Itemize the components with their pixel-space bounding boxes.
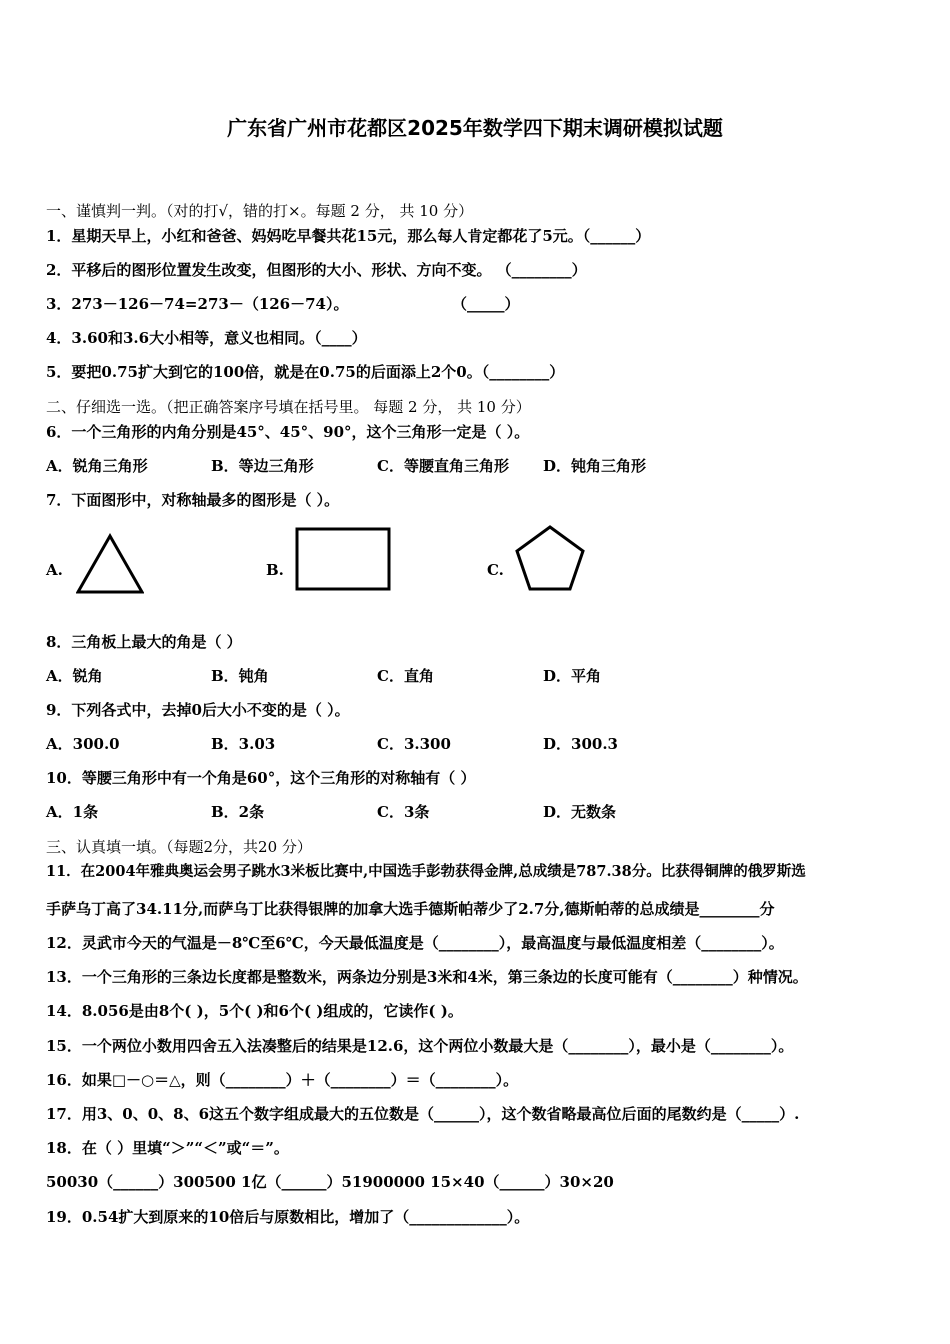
q10-option-d: D．无数条: [543, 803, 617, 821]
question-1: 1．星期天早上，小红和爸爸、妈妈吃早餐共花15元，那么每人肯定都花了5元。（______）: [46, 227, 651, 245]
question-8: 8．三角板上最大的角是（ ）: [46, 633, 242, 651]
q6-option-b: B．等边三角形: [211, 457, 314, 475]
section3-header: 三、认真填一填。（每题2分，共20 分）: [46, 838, 312, 856]
q6-option-a: A．锐角三角形: [46, 457, 148, 475]
q8-option-c: C．直角: [377, 667, 434, 685]
question-18-items: 50030（______）300500 1亿（______）51900000 15×40（______）30×20: [46, 1173, 614, 1191]
question-5: 5．要把0.75扩大到它的100倍，就是在0.75的后面添上2个0。（________）: [46, 363, 565, 381]
q10-option-c: C．3条: [377, 803, 430, 821]
question-10: 10．等腰三角形中有一个角是60°，这个三角形的对称轴有（ ）: [46, 769, 476, 787]
question-15: 15．一个两位小数用四舍五入法凑整后的结果是12.6，这个两位小数最大是（________），最小是（________）。: [46, 1037, 794, 1055]
q9-option-a: A．300.0: [46, 735, 120, 753]
question-6: 6．一个三角形的内角分别是45°、45°、90°，这个三角形一定是（ ）。: [46, 423, 530, 441]
question-7: 7．下面图形中，对称轴最多的图形是（ ）。: [46, 491, 340, 509]
question-16: 16．如果□－○＝△，则（________）＋（________）＝（________）。: [46, 1071, 519, 1089]
question-12: 12．灵武市今天的气温是－8℃至6℃，今天最低温度是（________），最高温度与最低温度相差（________）。: [46, 934, 784, 952]
q8-option-d: D．平角: [543, 667, 602, 685]
question-18: 18．在（ ）里填“＞”“＜”或“＝”。: [46, 1139, 289, 1157]
triangle-shape: [76, 533, 144, 595]
question-11-line1: 11．在2004年雅典奥运会男子跳水3米板比赛中,中国选手彭勃获得金牌,总成绩是787.38分。比获得铜牌的俄罗斯选: [46, 863, 806, 880]
q7-label-b: B.: [266, 561, 284, 579]
section2-header: 二、仔细选一选。（把正确答案序号填在括号里。 每题 2 分， 共 10 分）: [46, 398, 531, 416]
question-14: 14．8.056是由8个( )，5个( )和6个( )组成的，它读作( )。: [46, 1002, 463, 1020]
rectangle-shape: [295, 527, 392, 592]
q8-option-b: B．钝角: [211, 667, 269, 685]
section1-header: 一、谨慎判一判。（对的打√，错的打×。每题 2 分， 共 10 分）: [46, 202, 474, 220]
question-3-blank: （_____）: [452, 295, 520, 313]
question-19: 19．0.54扩大到原来的10倍后与原数相比，增加了（_____________）。: [46, 1208, 530, 1226]
question-2: 2．平移后的图形位置发生改变，但图形的大小、形状、方向不变。 （________）: [46, 261, 587, 279]
q9-option-b: B．3.03: [211, 735, 276, 753]
question-9: 9．下列各式中，去掉0后大小不变的是（ ）。: [46, 701, 350, 719]
question-4: 4．3.60和3.6大小相等，意义也相同。（____）: [46, 329, 367, 347]
q9-option-c: C．3.300: [377, 735, 451, 753]
pentagon-shape: [514, 524, 586, 592]
q6-option-d: D．钝角三角形: [543, 457, 647, 475]
page-title: 广东省广州市花都区2025年数学四下期末调研模拟试题: [227, 116, 723, 140]
question-13: 13．一个三角形的三条边长度都是整数米，两条边分别是3米和4米，第三条边的长度可能有（________）种情况。: [46, 968, 808, 986]
q10-option-a: A．1条: [46, 803, 99, 821]
q10-option-b: B．2条: [211, 803, 265, 821]
question-17: 17．用3、0、0、8、6这五个数字组成最大的五位数是（______），这个数省略最高位后面的尾数约是（_____）.: [46, 1105, 800, 1123]
q9-option-d: D．300.3: [543, 735, 618, 753]
question-11-line2: 手萨乌丁高了34.11分,而萨乌丁比获得银牌的加拿大选手德斯帕蒂少了2.7分,德斯帕蒂的总成绩是________分: [46, 900, 775, 918]
q7-label-c: C.: [487, 561, 504, 579]
question-3: 3．273－126－74=273－（126－74）。: [46, 295, 349, 313]
q8-option-a: A．锐角: [46, 667, 103, 685]
q6-option-c: C．等腰直角三角形: [377, 457, 509, 475]
q7-label-a: A.: [46, 561, 63, 579]
